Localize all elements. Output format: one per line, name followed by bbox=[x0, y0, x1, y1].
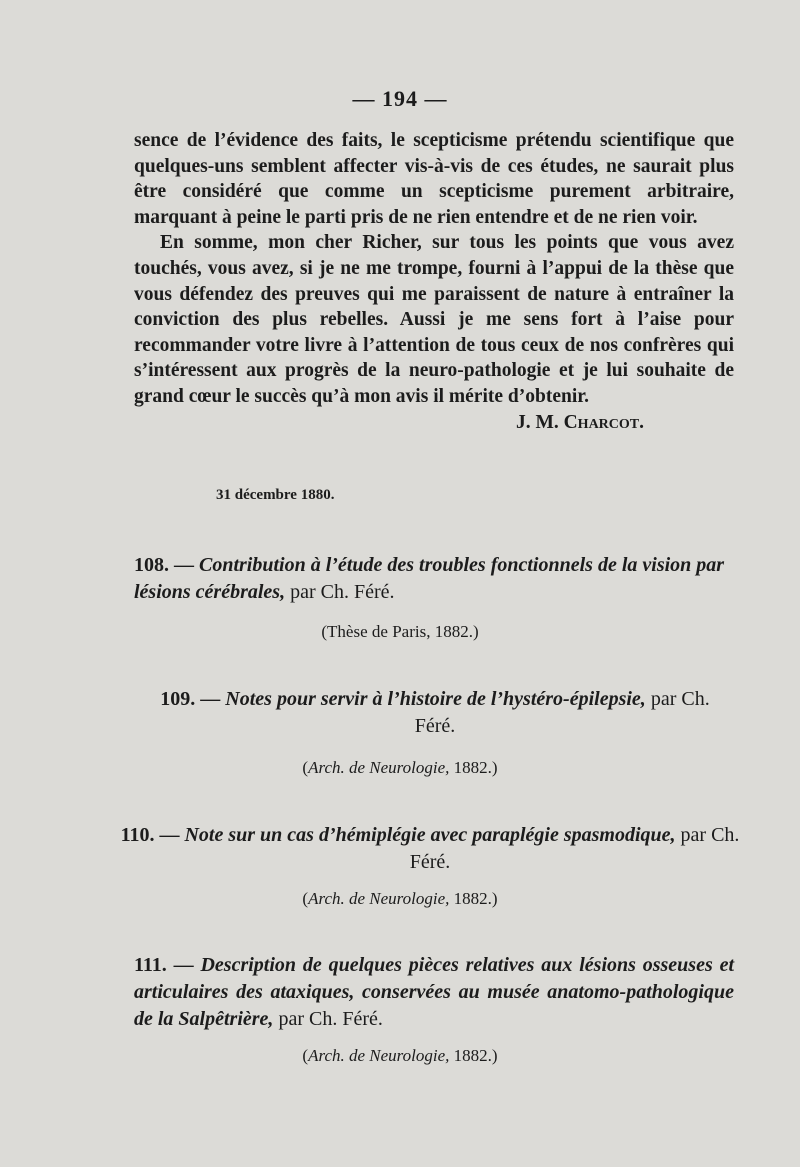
entry-title: Notes pour servir à l’histoire de l’hystéro-épilepsie, bbox=[225, 688, 646, 710]
entry-author: par Ch. Féré. bbox=[409, 824, 740, 873]
entry-author: par Ch. Féré. bbox=[290, 581, 395, 603]
signature: J. M. Charcot. bbox=[515, 411, 644, 433]
entry-source-109: (Arch. de Neurologie, 1882.) bbox=[302, 758, 498, 777]
entry-number: 108. — bbox=[134, 554, 194, 576]
entry-number: 110. — bbox=[120, 824, 180, 846]
entry-title: Note sur un cas d’hémiplégie avec paraplégie spasmodique, bbox=[184, 824, 676, 846]
signoff bbox=[134, 410, 734, 436]
source-title: Arch. de Neurologie, bbox=[308, 758, 450, 777]
date-line: 31 décembre 1880. bbox=[216, 487, 335, 503]
source-year: 1882. bbox=[453, 758, 492, 777]
source-year: 1882. bbox=[453, 889, 492, 908]
entry-number: 111. — bbox=[134, 954, 194, 976]
entry-source-110: (Arch. de Neurologie, 1882.) bbox=[302, 889, 498, 908]
entry-title: Contribution à l’étude des troubles fonctionnels de la vision par lésions cérébrales, bbox=[134, 554, 725, 603]
bibliography-entry-110 bbox=[120, 822, 740, 876]
body-text bbox=[134, 128, 734, 435]
entry-author: par Ch. Féré. bbox=[278, 1008, 383, 1030]
source-year: 1882. bbox=[453, 1046, 492, 1065]
page-number: — 194 — bbox=[352, 86, 448, 111]
paragraph-2: En somme, mon cher Richer, sur tous les points que vous avez touchés, vous avez, si je ne me trompe, fourni à l’appui de la thèse que vous défendez des preuves qui me paraissent de nature à entraîner la conviction des plus rebelles. Aussi je me sens fort à l’aise pour recommander votre livre à l’attention de tous ceux de nos confrères qui s’intéressent aux progrès de la neuro-pathologie et je lui souhaite de grand cœur le succès qu’à mon avis il mérite d’obtenir. bbox=[134, 232, 734, 407]
entry-source-108: (Thèse de Paris, 1882.) bbox=[321, 622, 479, 641]
entry-source-111: (Arch. de Neurologie, 1882.) bbox=[302, 1046, 498, 1065]
bibliography-entry-109 bbox=[150, 686, 720, 740]
entry-title: Description de quelques pièces relatives aux lésions osseuses et articulaires des ataxiques, conservées au musée anatomo-pathologique de la Salpêtrière, bbox=[134, 954, 735, 1030]
bibliography-entry-108 bbox=[134, 552, 734, 606]
entry-number: 109. — bbox=[160, 688, 221, 710]
source-title: Arch. de Neurologie, bbox=[308, 889, 450, 908]
paragraph-1: sence de l’évidence des faits, le scepticisme prétendu scientifique que quelques-uns semblent affecter vis-à-vis de ces études, ne saurait plus être considéré que comme un scepticisme purement arbitraire, marquant à peine le parti pris de ne rien entendre et de ne rien voir. bbox=[134, 130, 734, 228]
entry-author: par Ch. Féré. bbox=[414, 688, 710, 737]
bibliography-entry-111 bbox=[134, 952, 734, 1033]
source-title: Arch. de Neurologie, bbox=[308, 1046, 450, 1065]
